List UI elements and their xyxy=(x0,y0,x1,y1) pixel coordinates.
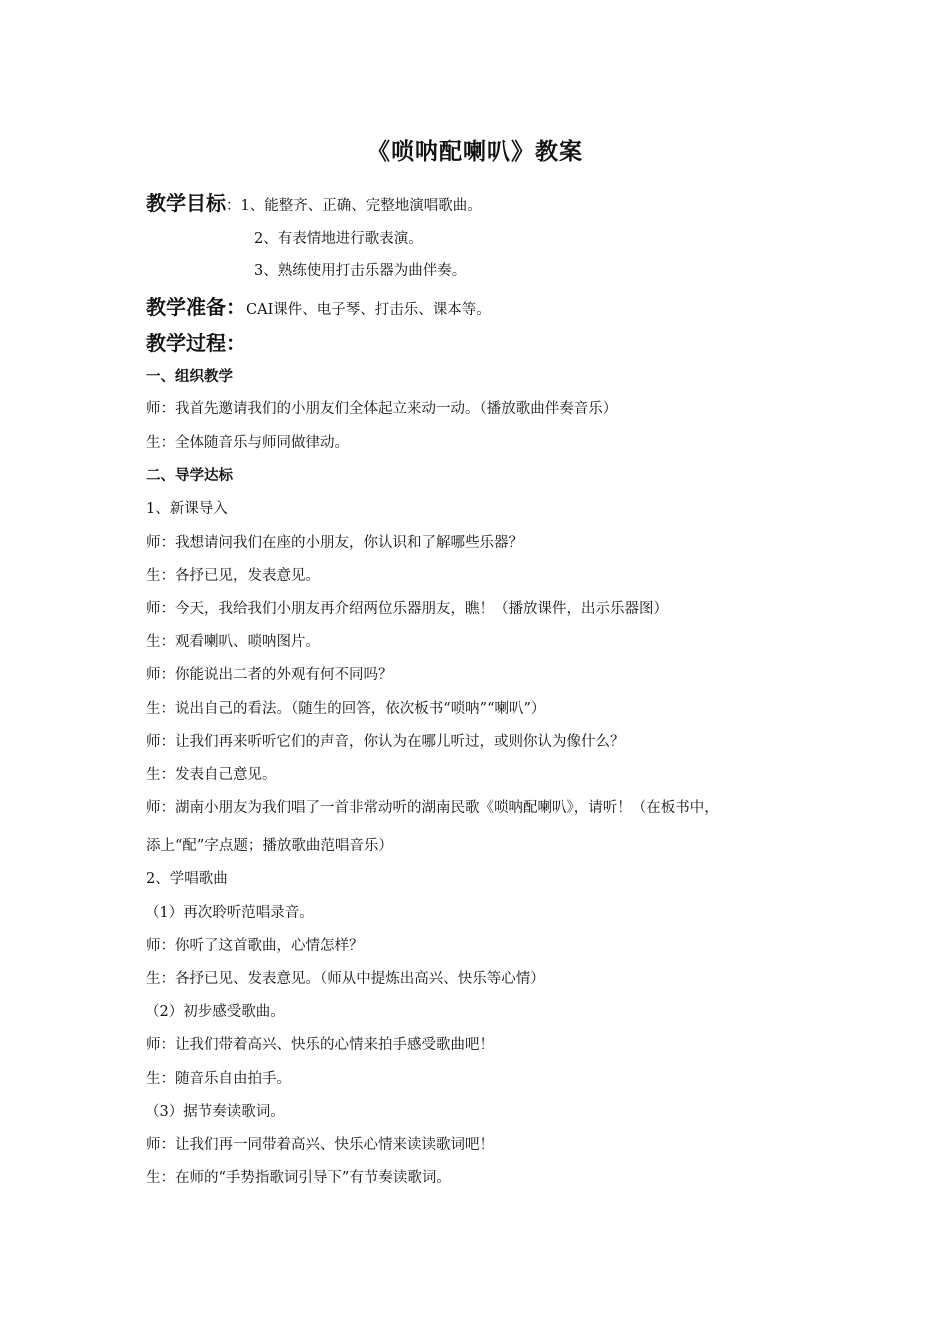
section-heading-organize: 一、组织教学 xyxy=(146,369,233,385)
teaching-goal-3: 3、熟练使用打击乐器为曲伴奏。 xyxy=(254,263,467,279)
body-line: 师：让我们再来听听它们的声音，你认为在哪儿听过，或则你认为像什么？ xyxy=(146,734,625,750)
body-line: 生：全体随音乐与师同做律动。 xyxy=(146,435,349,451)
teaching-process-row xyxy=(146,327,246,356)
teaching-process-label: 教学过程： xyxy=(146,331,246,355)
body-line: 师：湖南小朋友为我们唱了一首非常动听的湖南民歌《唢呐配喇叭》，请听！（在板书中， xyxy=(146,800,719,816)
teaching-goal-1: 1、能整齐、正确、完整地演唱歌曲。 xyxy=(240,198,482,214)
body-line: 1、新课导入 xyxy=(146,501,228,517)
teaching-prep-text: CAI课件、电子琴、打击乐、课本等。 xyxy=(246,302,491,318)
body-line: 师：我首先邀请我们的小朋友们全体起立来动一动。（播放歌曲伴奏音乐） xyxy=(146,401,618,417)
body-line: 师：你听了这首歌曲，心情怎样？ xyxy=(146,938,364,954)
teaching-goals-label: 教学目标 xyxy=(146,191,226,215)
teaching-goals-separator: ： xyxy=(226,198,241,214)
teaching-goals-row xyxy=(146,187,482,216)
body-line: 师：今天，我给我们小朋友再介绍两位乐器朋友，瞧！（播放课件，出示乐器图） xyxy=(146,601,668,617)
body-line: 生：观看喇叭、唢呐图片。 xyxy=(146,634,320,650)
body-line: 师：让我们带着高兴、快乐的心情来拍手感受歌曲吧！ xyxy=(146,1037,494,1053)
page-title: 《唢呐配喇叭》教案 xyxy=(367,139,583,165)
body-line: （1）再次聆听范唱录音。 xyxy=(145,905,314,921)
body-line: 师：让我们再一同带着高兴、快乐心情来读读歌词吧！ xyxy=(146,1137,494,1153)
teaching-prep-label: 教学准备： xyxy=(146,295,246,319)
body-line: 生：各抒已见，发表意见。 xyxy=(146,568,320,584)
body-line: 生：说出自己的看法。（随生的回答，依次板书“唢呐”“喇叭”） xyxy=(146,701,546,717)
body-line: 生：各抒已见、发表意见。（师从中提炼出高兴、快乐等心情） xyxy=(146,971,545,987)
body-line: 生：随音乐自由拍手。 xyxy=(146,1071,291,1087)
body-line: 添上“配”字点题；播放歌曲范唱音乐） xyxy=(146,838,393,854)
body-line: （3）据节奏读歌词。 xyxy=(145,1104,285,1120)
body-line: 师：我想请问我们在座的小朋友，你认识和了解哪些乐器？ xyxy=(146,535,523,551)
section-heading-guide: 二、导学达标 xyxy=(146,468,233,484)
body-line: 生：发表自己意见。 xyxy=(146,767,277,783)
teaching-goal-2: 2、有表情地进行歌表演。 xyxy=(254,231,423,247)
body-line: （2）初步感受歌曲。 xyxy=(145,1004,285,1020)
teaching-prep-row xyxy=(146,291,491,320)
body-line: 2、学唱歌曲 xyxy=(146,871,228,887)
body-line: 生：在师的“手势指歌词引导下”有节奏读歌词。 xyxy=(146,1170,451,1186)
body-line: 师：你能说出二者的外观有何不同吗？ xyxy=(146,667,393,683)
